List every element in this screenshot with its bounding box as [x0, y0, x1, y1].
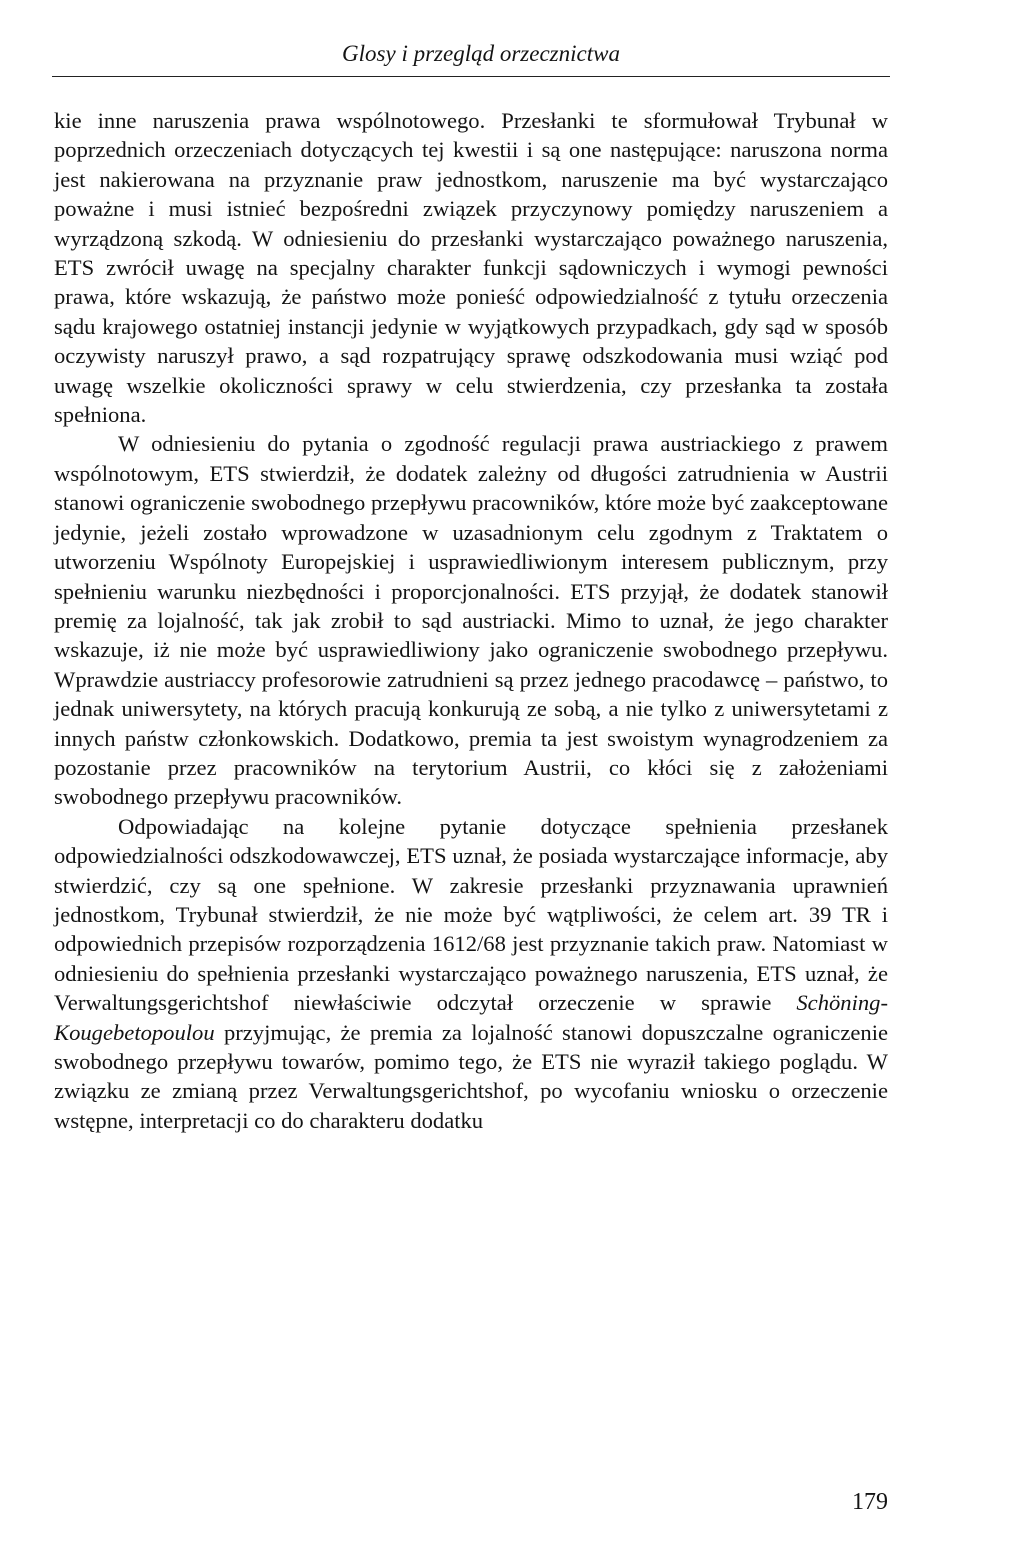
- paragraph-liability-conditions: [54, 812, 888, 1135]
- paragraph-austrian-law: W odniesieniu do pytania o zgodność regulacji prawa austriackiego z prawem wspólnotowym, ETS stwierdził, że dodatek zależny od długości zatrudnienia w Austrii stanowi ograniczenie swobodnego przepływu pracowników, które może być zaakceptowane jedynie, jeżeli zostało wprowadzone w uzasadnionym celu zgodnym z Traktatem o utworzeniu Wspólnoty Europejskiej i usprawiedliwionym interesem publicznym, przy spełnieniu warunku niezbędności i proporcjonalności. ETS przyjął, że dodatek stanowił premię za lojalność, tak jak zrobił to sąd austriacki. Mimo to uznał, że jego charakter wskazuje, iż nie może być usprawiedliwiony jako ograniczenie swobodnego przepływu. Wprawdzie austriaccy profesorowie zatrudnieni są przez jednego pracodawcę – państwo, to jednak uniwersytety, na których pracują konkurują ze sobą, a nie tylko z uniwersytetami z innych państw członkowskich. Dodatkowo, premia ta jest swoistym wynagrodzeniem za pozostanie przez pracowników na terytorium Austrii, co kłóci się z założeniami swobodnego przepływu pracowników.: [54, 431, 888, 810]
- header-rule: [52, 76, 890, 77]
- page-number: 179: [852, 1489, 888, 1515]
- paragraph-text-before-case: Odpowiadając na kolejne pytanie dotyczące spełnienia przesłanek odpowiedzialności odszkodowawczej, ETS uznał, że posiada wystarczające informacje, aby stwierdzić, czy są one spełnione. W zakresie przesłanki przyznawania uprawnień jednostkom, Trybunał stwierdził, że nie może być wątpliwości, że celem art. 39 TR i odpowiednich przepisów rozporządzenia 1612/68 jest przyznanie takich praw. Natomiast w odniesieniu do spełnienia przesłanki wystarczająco poważnego naruszenia, ETS uznał, że Verwaltungsgerichtshof niewłaściwie odczytał orzeczenie w sprawie: [54, 813, 888, 1016]
- body-text: [54, 106, 888, 1135]
- case-name-italic: Schöning-Kougebetopoulou: [54, 990, 888, 1045]
- paragraph-continuation: kie inne naruszenia prawa wspólnotowego. Przesłanki te sformułował Trybunał w poprzednich orzeczeniach dotyczących tej kwestii i są one następujące: naruszona norma jest nakierowana na przyznanie praw jednostkom, naruszenie ma być wystarczająco poważne i musi istnieć bezpośredni związek przyczynowy pomiędzy naruszeniem a wyrządzoną szkodą. W odniesieniu do przesłanki wystarczająco poważnego naruszenia, ETS zwrócił uwagę na specjalny charakter funkcji sądowniczych i wymogi pewności prawa, które wskazują, że państwo może ponieść odpowiedzialność z tytułu orzeczenia sądu krajowego ostatniej instancji jedynie w wyjątkowych przypadkach, gdy sąd w sposób oczywisty naruszył prawo, a sąd rozpatrujący sprawę odszkodowania musi wziąć pod uwagę wszelkie okoliczności sprawy w celu stwierdzenia, czy przesłanka ta została spełniona.: [54, 108, 888, 428]
- paragraph-text-after-case: przyjmując, że premia za lojalność stanowi dopuszczalne ograniczenie swobodnego przepływu towarów, pomimo tego, że ETS nie wyraził takiego poglądu. W związku ze zmianą przez Verwaltungsgerichtshof, po wycofaniu wniosku o orzeczenie wstępne, interpretacji co do charakteru dodatku: [54, 1019, 888, 1133]
- running-header-title: Glosy i przegląd orzecznictwa: [342, 41, 620, 66]
